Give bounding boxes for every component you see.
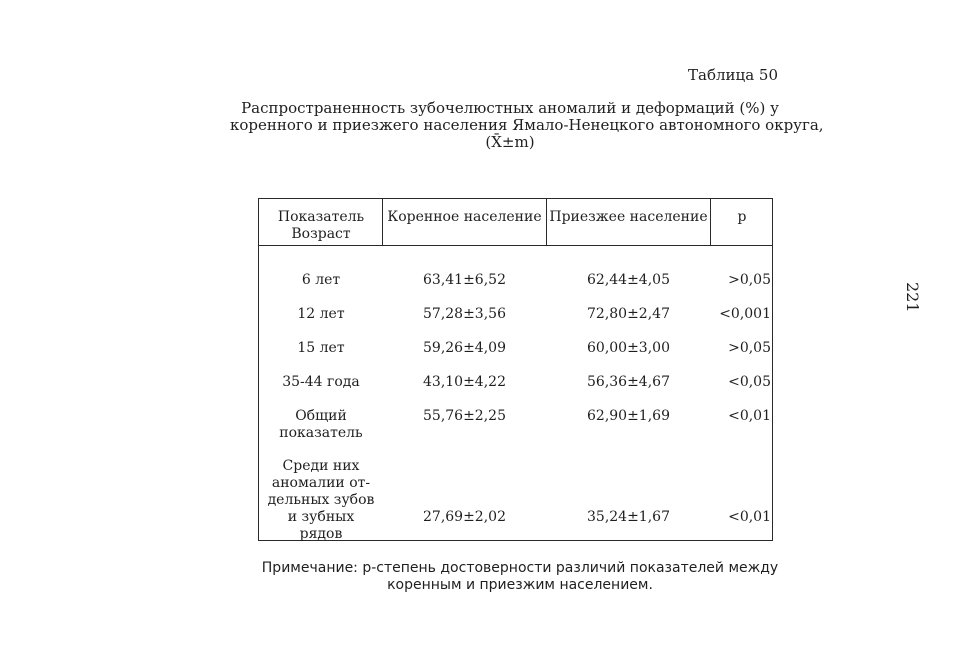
p-value: <0,001 [719,306,771,322]
age-cell [259,458,383,543]
newcomer-value: 62,90±1,69 [587,408,670,424]
header-indicator-age [259,209,383,243]
newcomer-value: 56,36±4,67 [587,374,670,390]
age-cell: 6 лет [301,272,341,288]
native-value: 55,76±2,25 [423,408,506,424]
newcomer-value: 60,00±3,00 [587,340,670,356]
native-value: 57,28±3,56 [423,306,506,322]
caption-line: (X̄±m) [485,133,535,151]
age-cell: 15 лет [297,340,345,356]
native-value: 43,10±4,22 [423,374,506,390]
newcomer-value: 35,24±1,67 [587,509,670,525]
p-value: <0,01 [728,509,771,525]
age-cell-line: аномалии от- [271,475,371,491]
age-cell [259,408,383,442]
caption-line: Распространенность зубочелюстных аномалий и деформаций (%) у [241,99,779,117]
header-newcomer-population: Приезжее население [549,209,708,225]
header-native-population: Коренное население [387,209,542,225]
p-value: >0,05 [728,272,771,288]
table-caption [230,99,824,151]
native-value: 63,41±6,52 [423,272,506,288]
age-cell-line: дельных зубов [267,492,375,508]
age-cell-line: Среди них [282,458,360,474]
newcomer-value: 62,44±4,05 [587,272,670,288]
age-cell-line: рядов [299,526,343,542]
table-note [250,560,790,594]
native-value: 59,26±4,09 [423,340,506,356]
page-number: 221 [903,282,922,313]
data-table [258,198,773,541]
age-cell: 35-44 года [282,374,360,390]
header-p: p [737,209,747,225]
header-rule [259,245,772,246]
native-value: 27,69±2,02 [423,509,506,525]
age-cell-line: и зубных [287,509,355,525]
p-value: <0,01 [728,408,771,424]
caption-line: коренного и приезжего населения Ямало-Ненецкого автономного округа, [230,116,824,134]
header-label: Возраст [291,226,351,242]
p-value: >0,05 [728,340,771,356]
header-label: Показатель [277,209,365,225]
age-cell-line: показатель [279,425,363,441]
age-cell: 12 лет [297,306,345,322]
note-line: коренным и приезжим населением. [387,577,653,593]
table-number: Таблица 50 [688,66,778,84]
age-cell-line: Общий [295,408,347,424]
newcomer-value: 72,80±2,47 [587,306,670,322]
note-line: Примечание: р-степень достоверности различий показателей между [261,560,779,576]
p-value: <0,05 [728,374,771,390]
